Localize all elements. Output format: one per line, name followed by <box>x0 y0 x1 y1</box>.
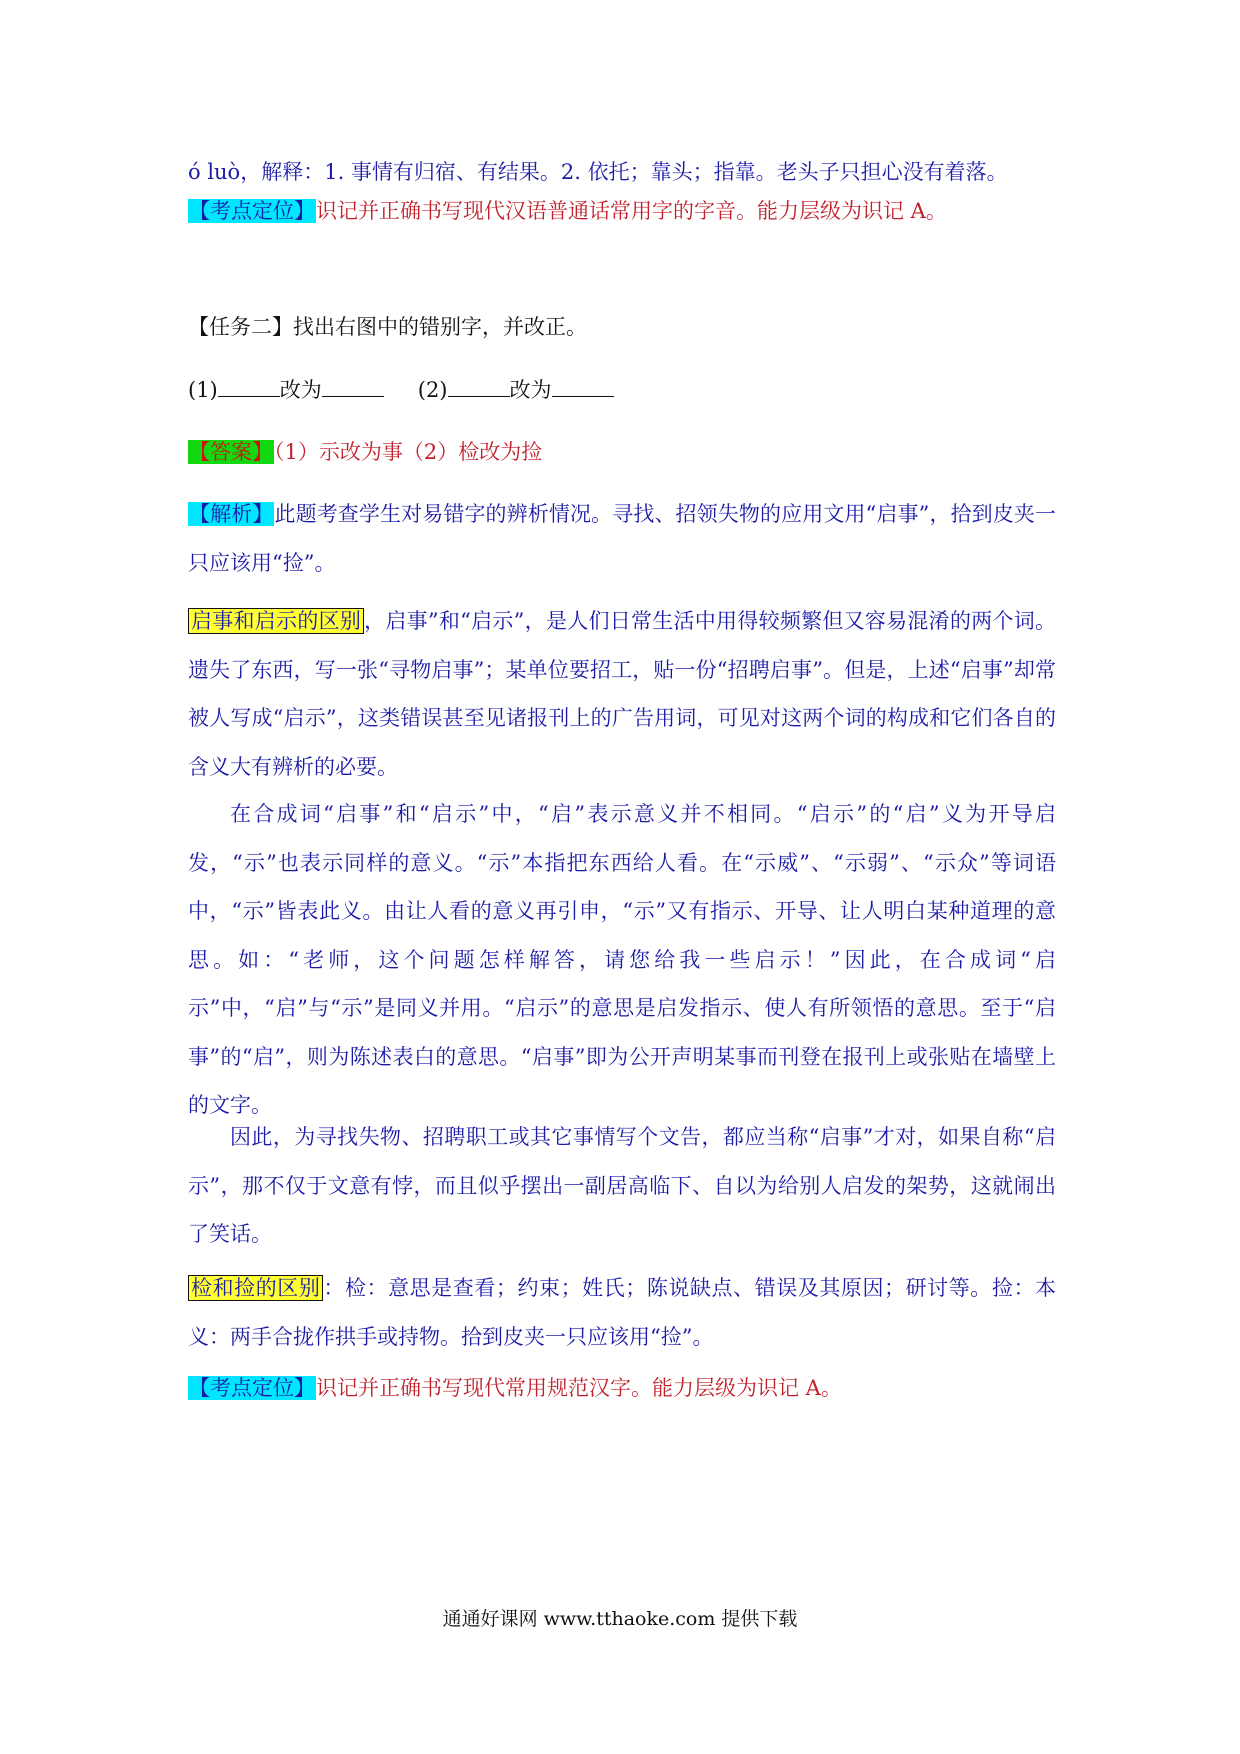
task-label: 【任务二】 <box>188 315 293 339</box>
fill-blank-2b <box>552 376 614 397</box>
diff2-text: ：检：意思是查看；约束；姓氏；陈说缺点、错误及其原因；研讨等。捡：本义：两手合拢作拱手或持物。拾到皮夹一只应该用“捡”。 <box>188 1276 1057 1349</box>
task-line <box>188 303 1058 351</box>
analysis-text: 此题考查学生对易错字的辨析情况。寻找、招领失物的应用文用“启事”，拾到皮夹一只应该用“捡”。 <box>188 502 1057 575</box>
fill-blank-1b <box>322 376 384 397</box>
fill-item-2-prefix: (2) <box>417 378 448 402</box>
analysis-tag: 【解析】 <box>189 502 274 526</box>
fill-item-1-prefix: (1) <box>188 378 218 402</box>
explanation-text-2: 在合成词“启事”和“启示”中，“启”表示意义并不相同。“启示”的“启”义为开导启发，“示”也表示同样的意义。“示”本指把东西给人看。在“示威”、“示弱”、“示众”等词语中，“示”皆表此义。由让人看的意义再引申，“示”又有指示、开导、让人明白某种道理的意思。如：“老师，这个问题怎样解答，请您给我一些启示！”因此，在合成词“启示”中，“启”与“示”是同义并用。“启示”的意思是启发指示、使人有所领悟的意思。至于“启事”的“启”，则为陈述表白的意思。“启事”即为公开声明某事而刊登在报刊上或张贴在墙壁上的文字。 <box>188 802 1056 1117</box>
pinyin-explanation-text: ó luò，解释：1. 事情有归宿、有结果。2. 依托；靠头；指靠。老头子只担心没有着落。 <box>188 160 1008 184</box>
fill-blank-1a <box>218 376 280 397</box>
kaodian-tag-2: 【考点定位】 <box>189 1376 315 1400</box>
fill-connector-1: 改为 <box>279 378 322 402</box>
kaodian-text-2: 识记并正确书写现代常用规范汉字。能力层级为识记 A。 <box>316 1376 842 1400</box>
explanation-paragraph-2 <box>188 790 1056 1130</box>
answer-text: （1）示改为事（2）检改为捡 <box>274 440 543 464</box>
answer-tag: 【答案】 <box>189 440 273 464</box>
explanation-paragraph-3 <box>188 1113 1056 1259</box>
kaodian-line-2 <box>188 1364 1058 1412</box>
diff1-text: ，启事”和“启示”，是人们日常生活中用得较频繁但又容易混淆的两个词。遗失了东西，写一张“寻物启事”；某单位要招工，贴一份“招聘启事”。但是，上述“启事”却常被人写成“启示”，这类错误甚至见诸报刊上的广告用词，可见对这两个词的构成和它们各自的含义大有辨析的必要。 <box>188 609 1056 779</box>
fill-in-line <box>188 366 1058 414</box>
explanation-text-3: 因此，为寻找失物、招聘职工或其它事情写个文告，都应当称“启事”才对，如果自称“启示”，那不仅于文意有悖，而且似乎摆出一副居高临下、自以为给别人启发的架势，这就闹出了笑话。 <box>188 1125 1056 1246</box>
diff1-paragraph <box>188 597 1056 791</box>
kaodian-tag-1: 【考点定位】 <box>189 199 315 223</box>
answer-line <box>188 428 1058 476</box>
fill-blank-2a <box>448 376 510 397</box>
analysis-paragraph <box>188 490 1056 587</box>
diff1-tag: 启事和启示的区别 <box>188 608 364 634</box>
fill-connector-2: 改为 <box>509 378 552 402</box>
diff2-paragraph <box>188 1264 1056 1361</box>
kaodian-text-1: 识记并正确书写现代汉语普通话常用字的字音。能力层级为识记 A。 <box>316 199 947 223</box>
page-footer: 通通好课网 www.tthaoke.com 提供下载 <box>442 1608 798 1630</box>
task-text: 找出右图中的错别字，并改正。 <box>293 315 587 339</box>
kaodian-line-1 <box>188 187 1058 235</box>
diff2-tag: 检和捡的区别 <box>188 1275 323 1301</box>
